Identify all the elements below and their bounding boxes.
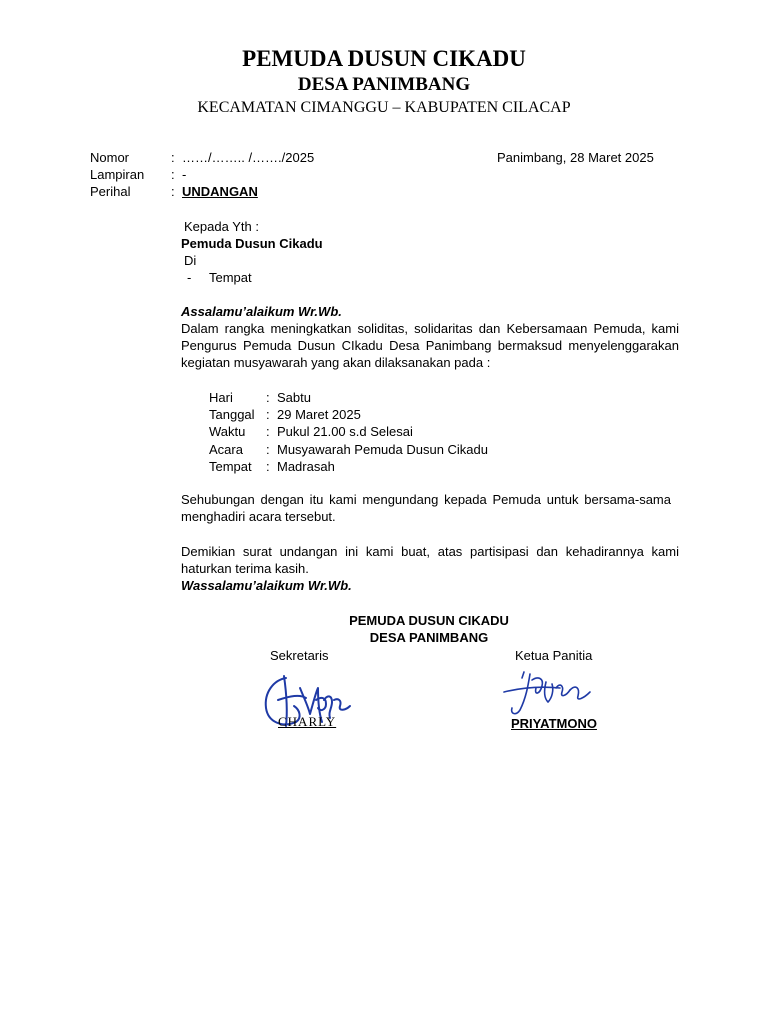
signature-village: DESA PANIMBANG <box>369 630 489 645</box>
detail-label-waktu: Waktu <box>209 424 246 439</box>
place-date: Panimbang, 28 Maret 2025 <box>497 150 654 165</box>
recipient-kepada: Kepada Yth : <box>184 219 259 234</box>
perihal-value: UNDANGAN <box>182 184 258 199</box>
intro-paragraph: Dalam rangka meningkatkan soliditas, solidaritas dan Kebersamaan Pemuda, kami Pengurus Pemuda Dusun CIkadu Desa Panimbang bermaksud menyelenggarakan kegiatan musyawarah yang akan dilaksanakan pada : <box>181 321 679 370</box>
detail-value-hari: Sabtu <box>277 390 311 405</box>
lampiran-value: - <box>182 167 187 182</box>
nomor-colon: : <box>171 150 175 165</box>
letterhead-org: PEMUDA DUSUN CIKADU <box>242 46 526 71</box>
chairman-signature <box>500 668 600 720</box>
detail-colon: : <box>266 390 270 405</box>
signature-org: PEMUDA DUSUN CIKADU <box>349 613 509 628</box>
chairman-name: PRIYATMONO <box>511 716 597 731</box>
nomor-label: Nomor <box>90 150 130 165</box>
closing-greeting: Wassalamu’alaikum Wr.Wb. <box>181 578 352 593</box>
detail-label-tanggal: Tanggal <box>209 407 255 422</box>
lampiran-label: Lampiran <box>90 167 145 182</box>
detail-colon: : <box>266 442 270 457</box>
detail-colon: : <box>266 459 270 474</box>
recipient-name: Pemuda Dusun Cikadu <box>181 236 323 251</box>
recipient-dash: - <box>187 270 192 285</box>
recipient-di: Di <box>184 253 197 268</box>
letterhead-district: KECAMATAN CIMANGGU – KABUPATEN CILACAP <box>197 99 571 116</box>
secretary-name: CHARLY <box>278 714 337 729</box>
detail-colon: : <box>266 424 270 439</box>
lampiran-colon: : <box>171 167 175 182</box>
greeting: Assalamu’alaikum Wr.Wb. <box>181 304 342 319</box>
detail-value-waktu: Pukul 21.00 s.d Selesai <box>277 424 413 439</box>
detail-colon: : <box>266 407 270 422</box>
nomor-value: ……/…….. /……./2025 <box>182 150 315 165</box>
secretary-title: Sekretaris <box>270 648 329 663</box>
invitation-paragraph: Sehubungan dengan itu kami mengundang kepada Pemuda untuk bersama-sama menghadiri acara tersebut. <box>181 492 671 524</box>
perihal-colon: : <box>171 184 175 199</box>
letterhead-village: DESA PANIMBANG <box>297 74 471 95</box>
detail-value-acara: Musyawarah Pemuda Dusun Cikadu <box>277 442 488 457</box>
detail-value-tempat: Madrasah <box>277 459 335 474</box>
detail-label-hari: Hari <box>209 390 233 405</box>
chairman-title: Ketua Panitia <box>515 648 593 663</box>
perihal-label: Perihal <box>90 184 131 199</box>
detail-label-tempat: Tempat <box>209 459 252 474</box>
closing-paragraph: Demikian surat undangan ini kami buat, atas partisipasi dan kehadirannya kami haturkan terima kasih. <box>181 544 679 576</box>
recipient-tempat: Tempat <box>209 270 252 285</box>
detail-label-acara: Acara <box>209 442 243 457</box>
detail-value-tanggal: 29 Maret 2025 <box>277 407 361 422</box>
